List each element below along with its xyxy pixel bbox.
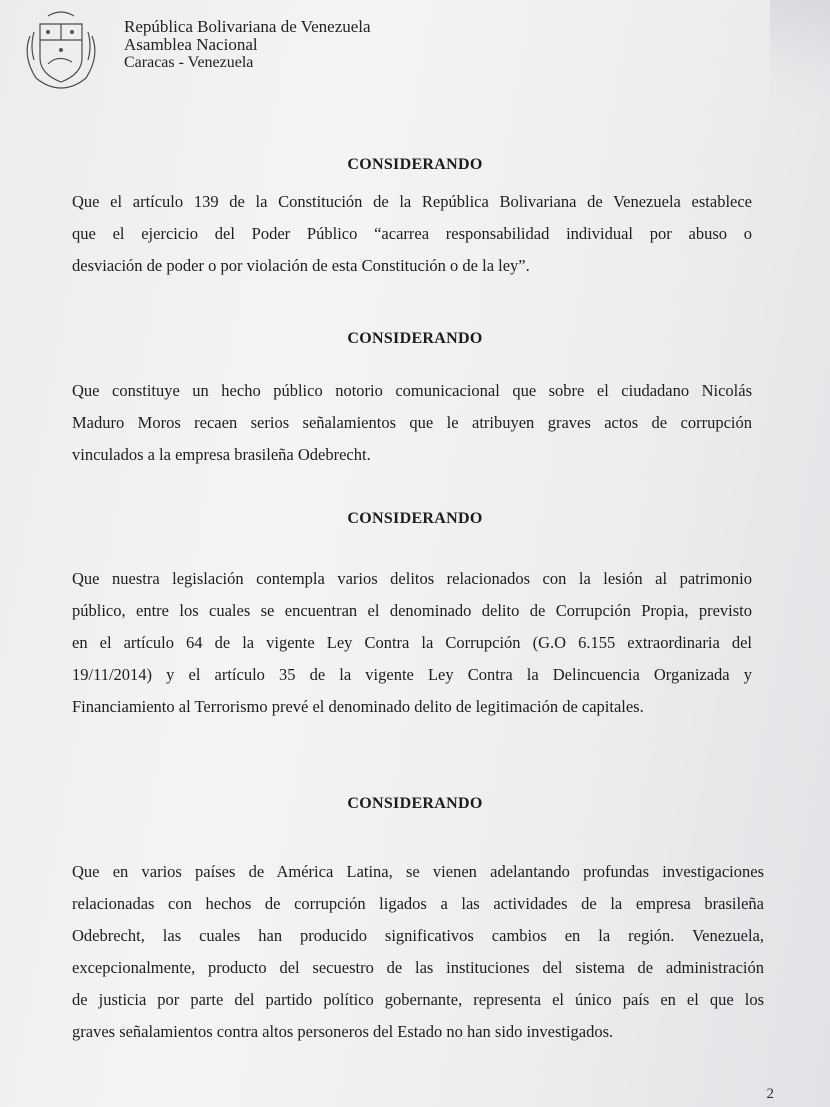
- paragraph-line: vinculados a la empresa brasileña Odebrecht.: [72, 445, 371, 464]
- letterhead-assembly: Asamblea Nacional: [124, 35, 258, 54]
- paragraph-line: relacionadas con hechos de corrupción ligados a las actividades de la empresa brasileña: [72, 894, 764, 913]
- section-heading: CONSIDERANDO: [347, 795, 483, 812]
- paragraph-line: Que nuestra legislación contempla varios delitos relacionados con la lesión al patrimonio: [72, 569, 752, 588]
- section-paragraph: [72, 856, 764, 1048]
- paragraph-line: Que el artículo 139 de la Constitución de la República Bolivariana de Venezuela establece: [72, 192, 752, 211]
- section-heading: CONSIDERANDO: [347, 510, 483, 527]
- paragraph-line: Financiamiento al Terrorismo prevé el denominado delito de legitimación de capitales.: [72, 697, 644, 716]
- paragraph-line: excepcionalmente, producto del secuestro de las instituciones del sistema de administración: [72, 958, 764, 977]
- coat-of-arms-seal: [18, 6, 104, 92]
- paragraph-line: de justicia por parte del partido político gobernante, representa el único país en el que los: [72, 990, 764, 1009]
- section-paragraph: [72, 563, 752, 723]
- section-heading: CONSIDERANDO: [347, 156, 483, 173]
- paragraph-line: que el ejercicio del Poder Público “acarrea responsabilidad individual por abuso o: [72, 224, 752, 243]
- paragraph-line: Que en varios países de América Latina, se vienen adelantando profundas investigaciones: [72, 862, 764, 881]
- paragraph-line: en el artículo 64 de la vigente Ley Contra la Corrupción (G.O 6.155 extraordinaria del: [72, 633, 752, 652]
- paragraph-line: 19/11/2014) y el artículo 35 de la vigente Ley Contra la Delincuencia Organizada y: [72, 665, 752, 684]
- section-heading: CONSIDERANDO: [347, 330, 483, 347]
- section-paragraph: [72, 375, 752, 471]
- paragraph-line: Odebrecht, las cuales han producido significativos cambios en la región. Venezuela,: [72, 926, 764, 945]
- section-paragraph: [72, 186, 752, 282]
- paragraph-line: Maduro Moros recaen serios señalamientos que le atribuyen graves actos de corrupción: [72, 413, 752, 432]
- page-fold: [770, 0, 830, 110]
- paragraph-line: público, entre los cuales se encuentran el denominado delito de Corrupción Propia, previsto: [72, 601, 752, 620]
- letterhead: [124, 18, 371, 72]
- letterhead-city: Caracas - Venezuela: [124, 54, 254, 71]
- letterhead-republic: República Bolivariana de Venezuela: [124, 17, 371, 36]
- paragraph-line: desviación de poder o por violación de esta Constitución o de la ley”.: [72, 256, 530, 275]
- paragraph-line: Que constituye un hecho público notorio comunicacional que sobre el ciudadano Nicolás: [72, 381, 752, 400]
- paragraph-line: graves señalamientos contra altos personeros del Estado no han sido investigados.: [72, 1022, 614, 1041]
- page-number: 2: [766, 1086, 774, 1102]
